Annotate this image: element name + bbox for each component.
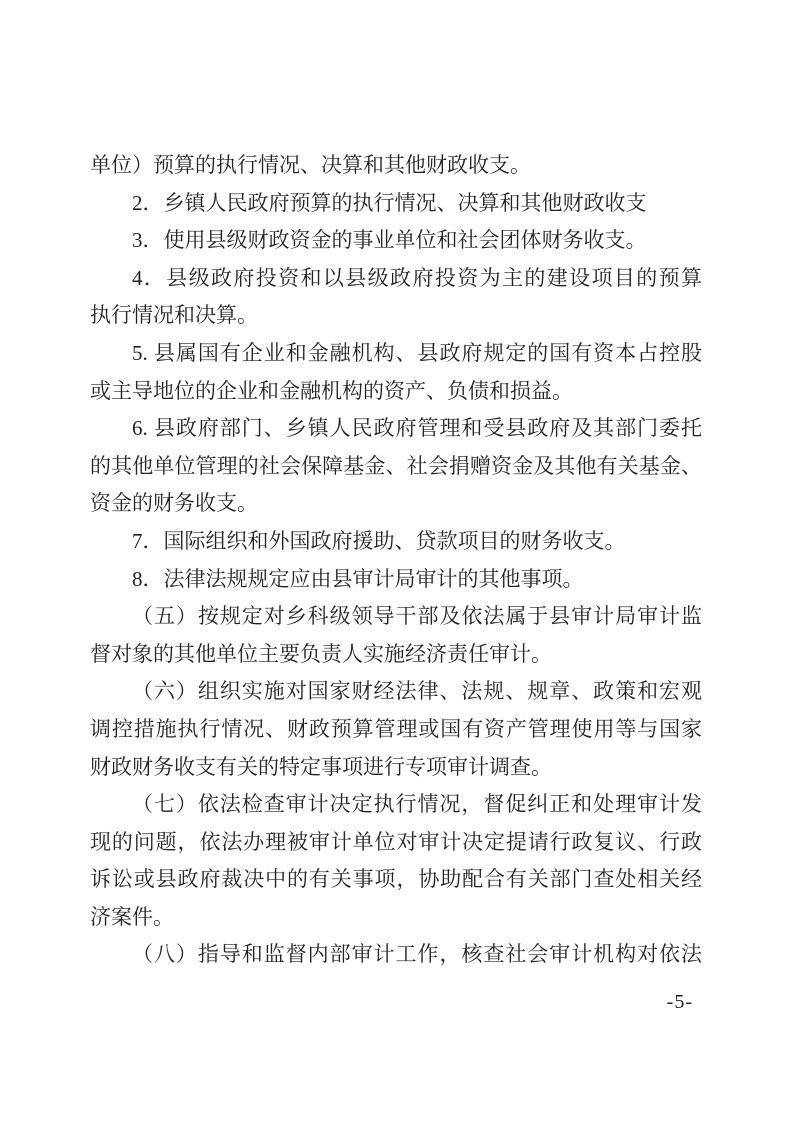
text-line: 2．乡镇人民政府预算的执行情况、决算和其他财政收支 [132, 190, 647, 215]
document-body [90, 147, 702, 974]
text-line: 6. 县政府部门、乡镇人民政府管理和受县政府及其部门委托 [132, 416, 702, 441]
page-number: -5- [666, 991, 693, 1013]
text-line: 8．法律法规规定应由县审计局审计的其他事项。 [132, 566, 584, 591]
text-line: 现的问题，依法办理被审计单位对审计决定提请行政复议、行政 [90, 829, 702, 854]
text-line: 诉讼或县政府裁决中的有关事项，协助配合有关部门查处相关经 [90, 867, 702, 892]
text-line: 财政财务收支有关的特定事项进行专项审计调查。 [90, 754, 552, 779]
text-line: 的其他单位管理的社会保障基金、社会捐赠资金及其他有关基金、 [90, 453, 702, 478]
text-line: 执行情况和决算。 [90, 303, 258, 328]
text-line: 或主导地位的企业和金融机构的资产、负债和损益。 [90, 378, 573, 403]
text-line: 3．使用县级财政资金的事业单位和社会团体财务收支。 [132, 228, 647, 253]
text-line: 单位）预算的执行情况、决算和其他财政收支。 [90, 153, 531, 177]
text-line: 督对象的其他单位主要负责人实施经济责任审计。 [90, 641, 552, 666]
text-line: 调控措施执行情况、财政预算管理或国有资产管理使用等与国家 [90, 716, 702, 741]
text-line: 4．县级政府投资和以县级政府投资为主的建设项目的预算 [132, 265, 702, 290]
text-line: （七）依法检查审计决定执行情况，督促纠正和处理审计发 [132, 792, 702, 817]
text-line: 7．国际组织和外国政府援助、贷款项目的财务收支。 [132, 528, 626, 553]
text-line: 资金的财务收支。 [90, 491, 258, 516]
text-line: （五）按规定对乡科级领导干部及依法属于县审计局审计监 [132, 604, 702, 629]
text-line: 济案件。 [90, 904, 174, 929]
text-line: （八）指导和监督内部审计工作，核查社会审计机构对依法 [132, 942, 702, 967]
text-line: 5. 县属国有企业和金融机构、县政府规定的国有资本占控股 [132, 340, 702, 365]
text-line: （六）组织实施对国家财经法律、法规、规章、政策和宏观 [132, 679, 702, 704]
